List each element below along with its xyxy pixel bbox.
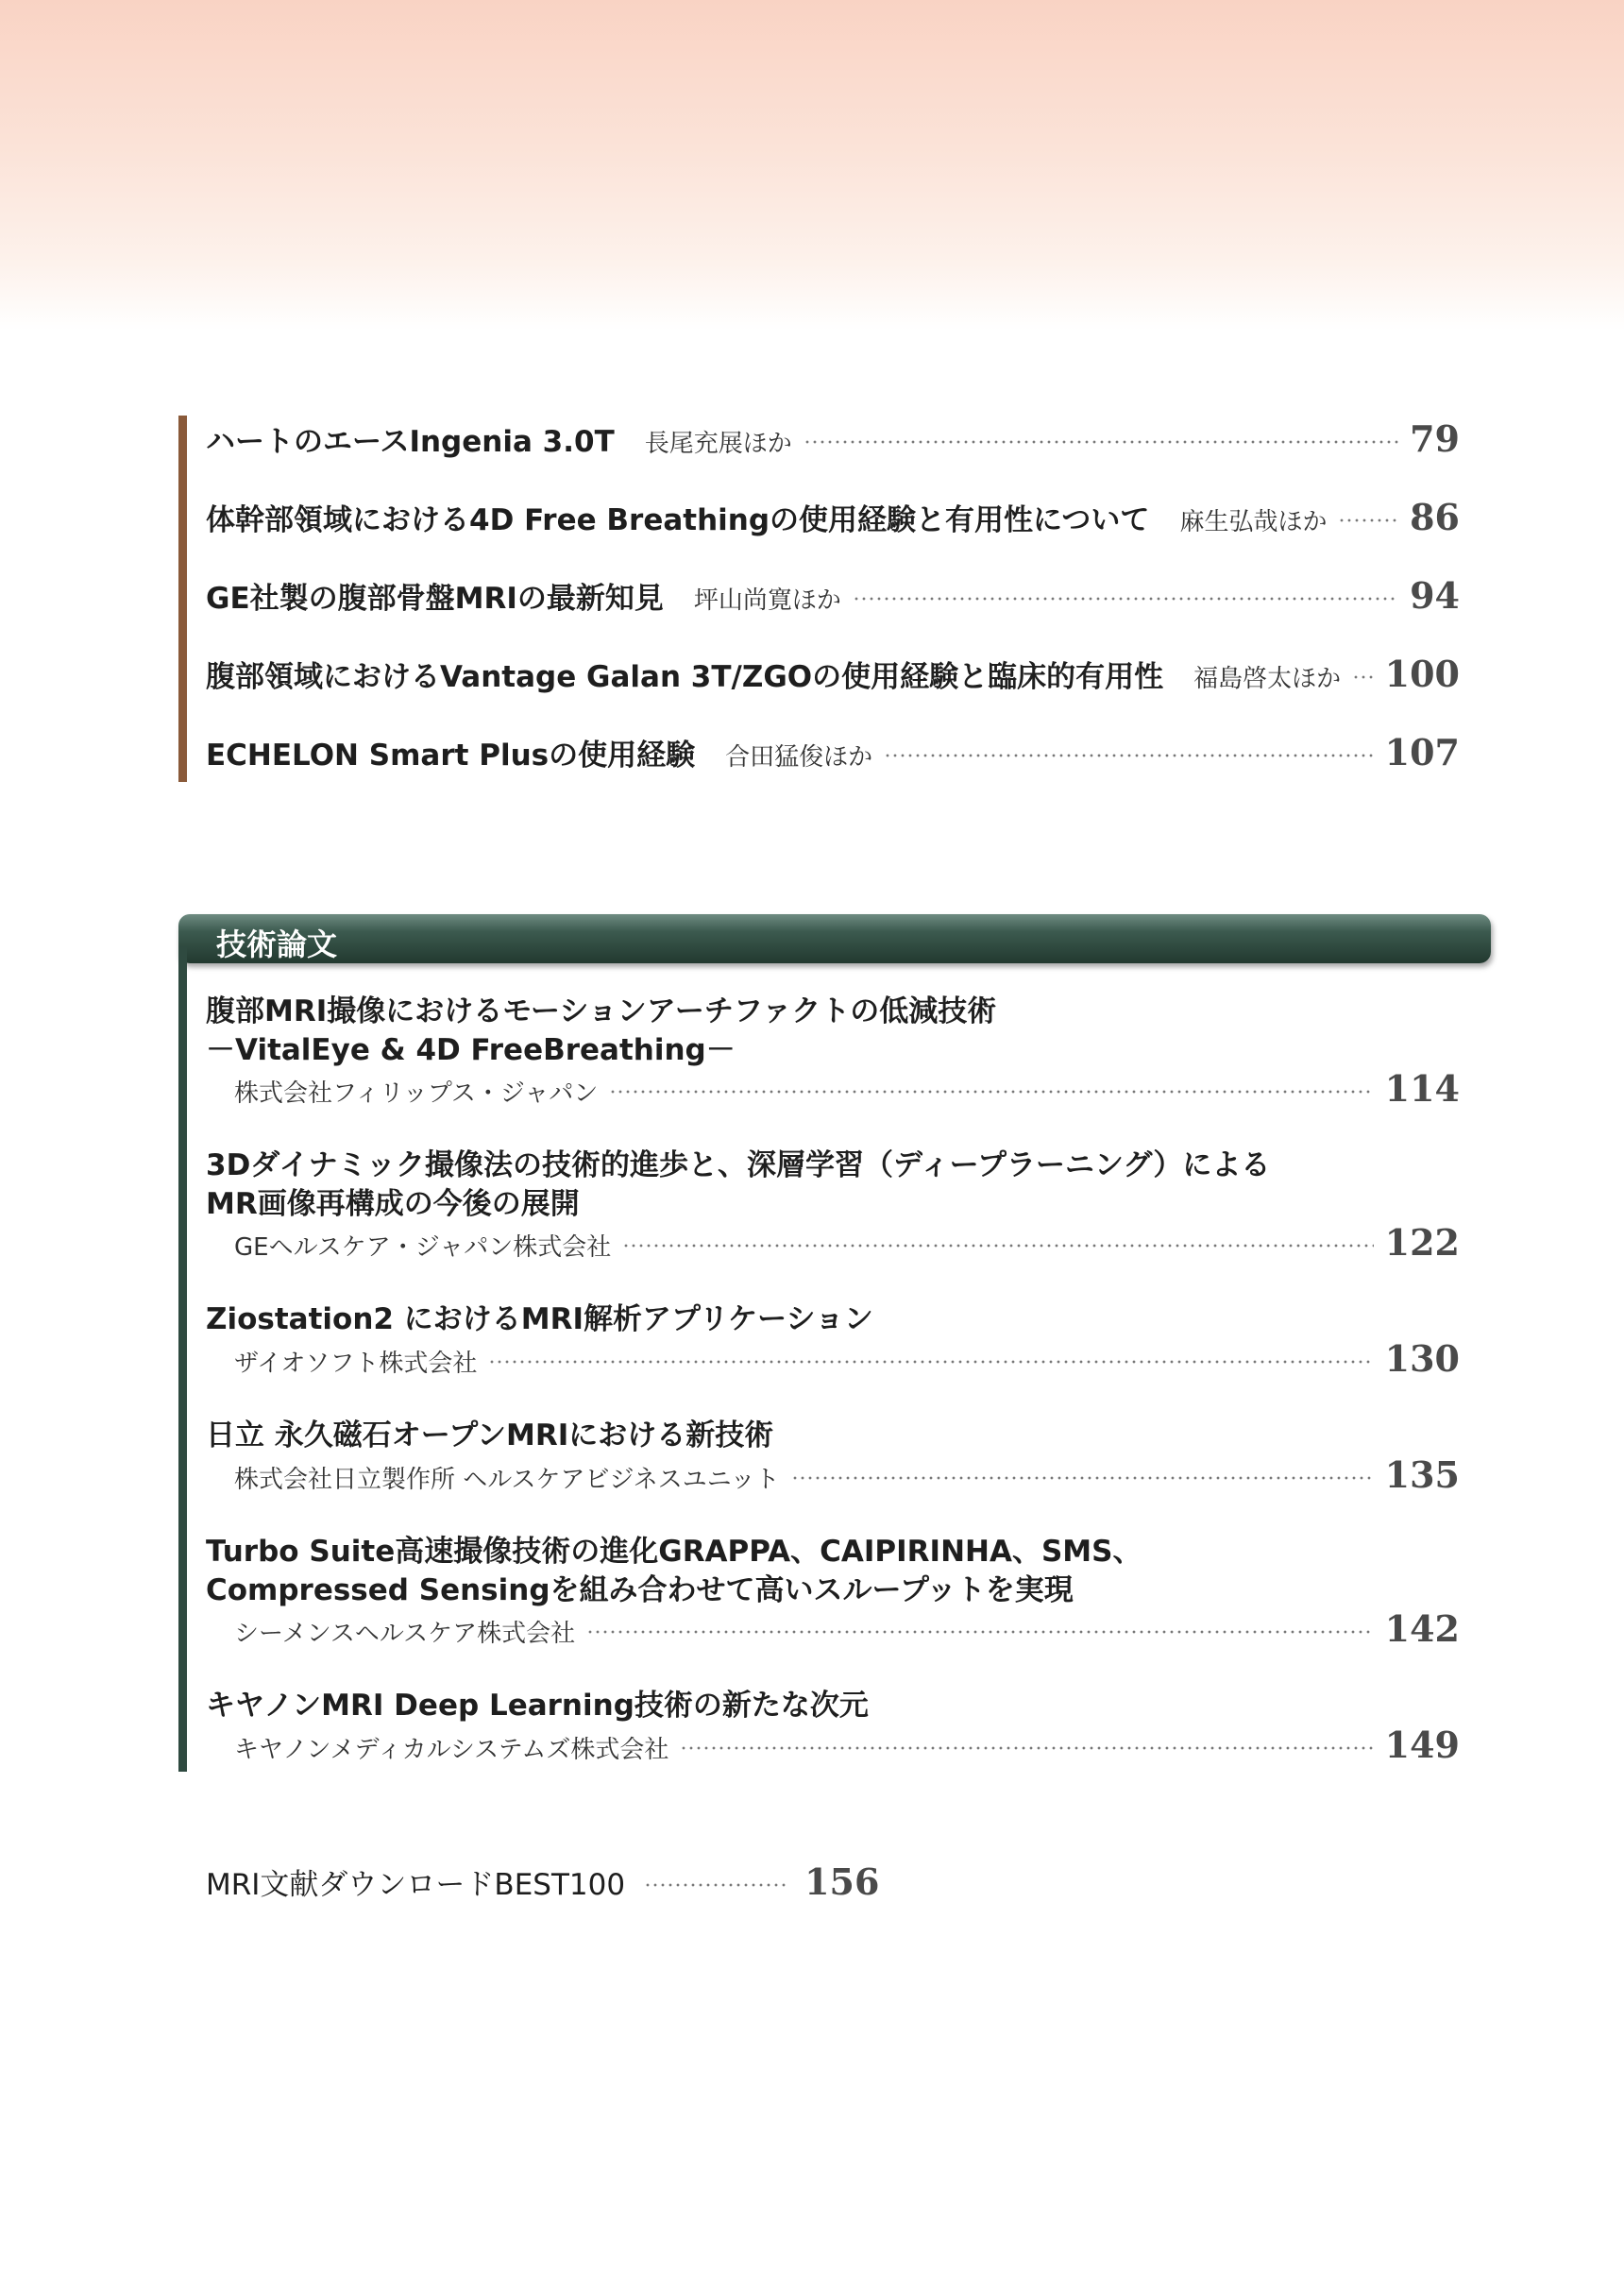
- entry-org: シーメンスヘルスケア株式会社: [234, 1620, 576, 1648]
- toc-entry-org[interactable]: [234, 1221, 1460, 1264]
- entry-title-line[interactable]: MR画像再構成の今後の展開: [206, 1187, 580, 1221]
- dot-leader: [586, 1630, 1374, 1634]
- entry-org: ザイオソフト株式会社: [234, 1350, 478, 1378]
- entry-org: キヤノンメディカルシステムズ株式会社: [234, 1736, 669, 1764]
- entry-page: 142: [1384, 1607, 1460, 1650]
- toc-entry[interactable]: [206, 417, 1460, 460]
- entry-org: 株式会社日立製作所 ヘルスケアビジネスユニット: [234, 1466, 780, 1494]
- entry-page: 94: [1410, 574, 1460, 617]
- section-title: 技術論文: [216, 926, 338, 962]
- dot-leader: [1338, 518, 1398, 522]
- entry-title-line[interactable]: Ziostation2 におけるMRI解析アプリケーション: [206, 1302, 873, 1336]
- entry-page: 86: [1410, 496, 1460, 538]
- toc-entry-org[interactable]: [234, 1607, 1460, 1650]
- header-gradient: [0, 0, 1624, 331]
- section-accent-bar: [178, 416, 187, 782]
- toc-entry-org[interactable]: [234, 1724, 1460, 1766]
- dot-leader: [804, 440, 1398, 444]
- entry-title-line[interactable]: Turbo Suite高速撮像技術の進化GRAPPA、CAIPIRINHA、SMS、: [206, 1535, 1142, 1569]
- toc-entry[interactable]: [206, 496, 1460, 538]
- entry-author: 坪山尚寛ほか: [693, 586, 841, 615]
- entry-page: 79: [1410, 417, 1460, 460]
- toc-entry-org[interactable]: [234, 1453, 1460, 1496]
- entry-title: 腹部領域におけるVantage Galan 3T/ZGOの使用経験と臨床的有用性: [206, 660, 1164, 694]
- entry-title: ハートのエースIngenia 3.0T: [206, 425, 615, 459]
- toc-entry[interactable]: [206, 653, 1460, 695]
- dot-leader: [609, 1090, 1373, 1094]
- entry-title: 体幹部領域における4D Free Breathingの使用経験と有用性について: [206, 503, 1150, 537]
- entry-title-line[interactable]: －VitalEye & 4D FreeBreathing－: [206, 1033, 736, 1067]
- entry-author: 麻生弘哉ほか: [1179, 508, 1328, 536]
- entry-page: 149: [1384, 1724, 1460, 1766]
- entry-title: ECHELON Smart Plusの使用経験: [206, 739, 696, 773]
- dot-leader: [853, 597, 1398, 601]
- entry-title-line[interactable]: キヤノンMRI Deep Learning技術の新たな次元: [206, 1689, 869, 1723]
- toc-entry-best100[interactable]: [206, 1860, 895, 1903]
- toc-entry[interactable]: [206, 731, 1460, 773]
- entry-page: 130: [1384, 1337, 1460, 1380]
- entry-page: 135: [1384, 1453, 1460, 1496]
- entry-page: 107: [1384, 731, 1460, 773]
- section-header: [178, 914, 1491, 963]
- entry-title-line[interactable]: 日立 永久磁石オープンMRIにおける新技術: [206, 1418, 774, 1452]
- entry-title-line[interactable]: 3Dダイナミック撮像法の技術的進歩と、深層学習（ディープラーニング）による: [206, 1148, 1271, 1182]
- dot-leader: [1352, 675, 1374, 679]
- dot-leader: [488, 1360, 1373, 1364]
- dot-leader: [791, 1476, 1374, 1480]
- toc-entry[interactable]: [206, 574, 1460, 617]
- entry-author: 長尾充展ほか: [644, 430, 792, 458]
- toc-entry-org[interactable]: [234, 1337, 1460, 1380]
- entry-page: 100: [1384, 653, 1460, 695]
- entry-page: 114: [1384, 1067, 1460, 1110]
- entry-org: 株式会社フィリップス・ジャパン: [234, 1079, 599, 1108]
- dot-leader: [644, 1883, 786, 1887]
- entry-title-line[interactable]: Compressed Sensingを組み合わせて高いスループットを実現: [206, 1573, 1074, 1607]
- entry-title: MRI文献ダウンロードBEST100: [206, 1868, 626, 1902]
- entry-title: GE社製の腹部骨盤MRIの最新知見: [206, 582, 664, 616]
- entry-title-line[interactable]: 腹部MRI撮像におけるモーションアーチファクトの低減技術: [206, 994, 997, 1028]
- section-accent-bar: [178, 946, 187, 1772]
- entry-org: GEヘルスケア・ジャパン株式会社: [234, 1233, 612, 1262]
- dot-leader: [680, 1746, 1373, 1750]
- dot-leader: [884, 754, 1374, 757]
- entry-page: 122: [1384, 1221, 1460, 1264]
- toc-entry-org[interactable]: [234, 1067, 1460, 1110]
- entry-author: 合田猛俊ほか: [725, 743, 873, 772]
- dot-leader: [622, 1244, 1373, 1248]
- entry-author: 福島啓太ほか: [1193, 665, 1342, 693]
- entry-page: 156: [804, 1860, 880, 1903]
